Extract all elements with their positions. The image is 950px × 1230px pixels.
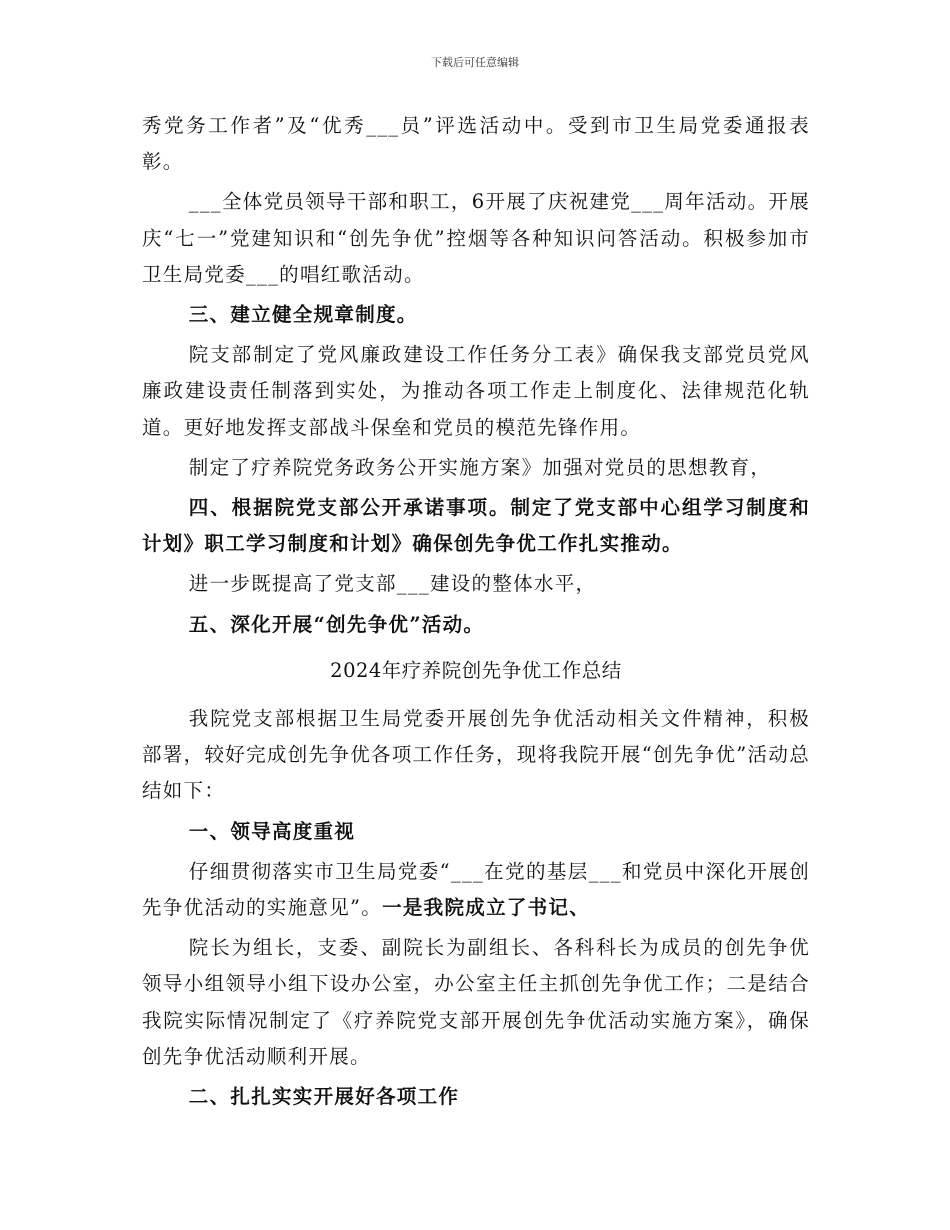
paragraph: 秀党务工作者”及“优秀___员”评选活动中。受到市卫生局党委通报表彰。 [142, 114, 810, 174]
paragraph-text: 仔细贯彻落实市卫生局党委“___在党的基层___和党员中深化开展创先争优活动的实施意见”。 [142, 859, 810, 920]
paragraph-bold-tail: 一是我院成立了书记、 [382, 896, 591, 920]
document-title: 2024年疗养院创先争优工作总结 [330, 658, 622, 682]
section-heading: 一、领导高度重视 [188, 819, 356, 843]
section-heading: 二、扎扎实实开展好各项工作 [188, 1085, 460, 1109]
paragraph: 院支部制定了党风廉政建设工作任务分工表》确保我支部党员党风廉政建设责任制落到实处，为推动各项工作走上制度化、法律规范化轨道。更好地发挥支部战斗保垒和党员的模范先锋作用。 [142, 343, 810, 439]
section-heading: 五、深化开展“创先争优”活动。 [188, 612, 485, 636]
document-body [142, 108, 810, 1115]
paragraph: 制定了疗养院党务政务公开实施方案》加强对党员的思想教育， [188, 455, 772, 479]
page-header: 下载后可任意编辑 [431, 56, 519, 69]
paragraph: 进一步既提高了党支部___建设的整体水平， [188, 572, 597, 596]
paragraph [142, 854, 810, 926]
section-heading: 四、根据院党支部公开承诺事项。制定了党支部中心组学习制度和计划》职工学习制度和计划》确保创先争优工作扎实推动。 [142, 496, 810, 556]
paragraph: ___全体党员领导干部和职工，6开展了庆祝建党___周年活动。开展庆“七一”党建知识和“创先争优”控烟等各种知识问答活动。积极参加市卫生局党委___的唱红歌活动。 [142, 190, 810, 286]
paragraph: 院长为组长，支委、副院长为副组长、各科科长为成员的创先争优领导小组领导小组下设办公室，办公室主任主抓创先争优工作；二是结合我院实际情况制定了《疗养院党支部开展创先争优活动实施方案》，确保创先争优活动顺利开展。 [142, 936, 810, 1068]
section-heading: 三、建立健全规章制度。 [188, 303, 418, 327]
paragraph: 我院党支部根据卫生局党委开展创先争优活动相关文件精神，积极部署，较好完成创先争优各项工作任务，现将我院开展“创先争优”活动总结如下： [142, 707, 810, 803]
